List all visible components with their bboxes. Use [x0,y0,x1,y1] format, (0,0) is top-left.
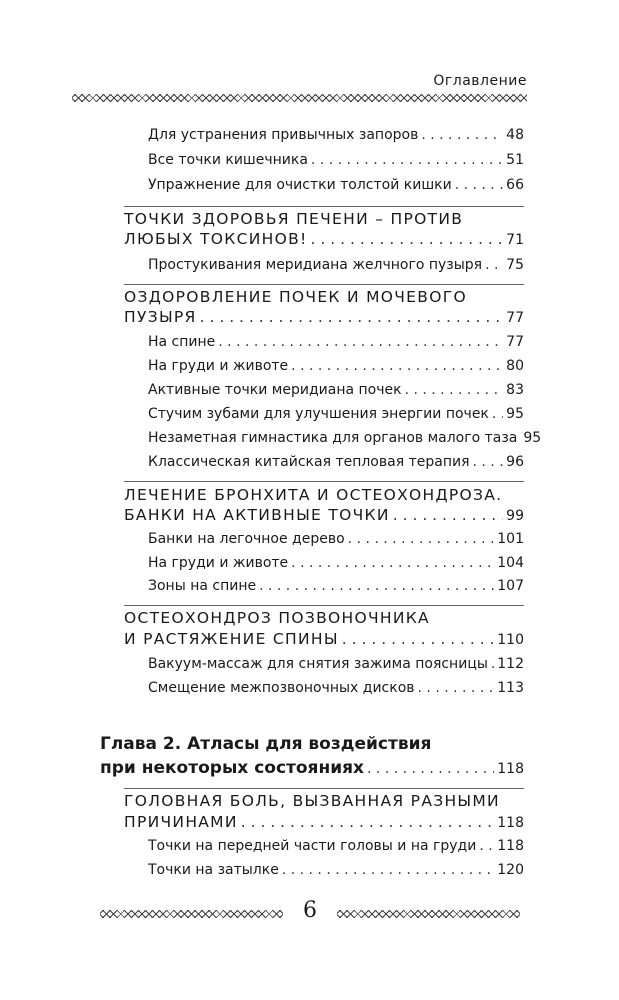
leader-dots [421,127,503,143]
toc-entry[interactable] [148,862,524,878]
section-divider [124,605,524,606]
toc-entry-title: Точки на передней части головы и на груди [148,838,477,854]
toc-section-title: ПУЗЫРЯ [124,308,197,326]
toc-entry-page: 96 [506,454,524,470]
leader-dots [393,506,503,524]
toc-entry-title: Стучим зубами для улучшения энергии почек [148,406,489,422]
toc-entry-title: Простукивания меридиана желчного пузыря [148,257,483,273]
toc-entry-title: На спине [148,334,216,350]
section-title-line: ЛЕЧЕНИЕ БРОНХИТА И ОСТЕОХОНДРОЗА. [124,486,503,504]
toc-entry[interactable] [148,406,524,422]
toc-entry-page: 95 [506,406,524,422]
section-divider [124,206,524,207]
toc-section-title: БАНКИ НА АКТИВНЫЕ ТОЧКИ [124,506,390,524]
leader-dots [291,555,494,571]
toc-chapter-title: при некоторых состояниях [100,758,365,778]
toc-section-page: 77 [506,310,524,326]
section-divider [124,481,524,482]
leader-dots [405,382,504,398]
leader-dots [418,680,495,696]
page-number: 6 [303,898,317,923]
toc-entry-title: Все точки кишечника [148,152,308,168]
toc-entry-page: 101 [497,531,524,547]
leader-dots [259,578,494,594]
toc-entry-title: На груди и животе [148,555,289,571]
running-head: Оглавление [433,73,527,89]
leader-dots [291,358,503,374]
section-title-line: ОСТЕОХОНДРОЗ ПОЗВОНОЧНИКА [124,609,430,627]
section-divider [124,788,524,789]
toc-chapter[interactable] [100,758,524,778]
toc-entry-page: 104 [497,555,524,571]
toc-entry-title: Точки на затылке [148,862,279,878]
leader-dots [479,838,494,854]
toc-section[interactable] [124,506,524,524]
toc-entry-title: На груди и животе [148,358,289,374]
toc-entry[interactable] [148,454,524,470]
section-title-line: ОЗДОРОВЛЕНИЕ ПОЧЕК И МОЧЕВОГО [124,288,467,306]
toc-entry[interactable] [148,578,524,594]
toc-entry-page: 95 [523,430,542,446]
section-title-line: ГОЛОВНАЯ БОЛЬ, ВЫЗВАННАЯ РАЗНЫМИ [124,792,500,810]
toc-entry-page: 113 [497,680,524,696]
toc-entry-title: Классическая китайская тепловая терапия [148,454,470,470]
toc-section-page: 118 [497,815,524,831]
toc-entry-page: 112 [497,656,524,672]
toc-section-page: 110 [497,632,524,648]
footer-ornament-left [100,910,283,918]
leader-dots [200,308,504,326]
toc-entry[interactable] [148,656,524,672]
toc-section-title: ЛЮБЫХ ТОКСИНОВ! [124,230,308,248]
toc-entry-page: 83 [506,382,524,398]
leader-dots [485,257,503,273]
chapter-title-line: Глава 2. Атласы для воздействия [100,734,432,754]
toc-entry[interactable] [148,430,542,446]
leader-dots [282,862,494,878]
toc-entry-title: Активные точки меридиана почек [148,382,402,398]
toc-entry-title: Вакуум-массаж для снятия зажима поясницы [148,656,488,672]
toc-entry-title: Банки на легочное дерево [148,531,345,547]
toc-entry-page: 51 [506,152,524,168]
toc-entry-title: Незаметная гимнастика для органов малого таза [148,430,518,446]
toc-entry[interactable] [148,838,524,854]
header-ornament [72,94,527,102]
toc-entry-title: Упражнение для очистки толстой кишки [148,177,452,193]
toc-section[interactable] [124,630,524,648]
toc-entry-page: 77 [506,334,524,350]
toc-section[interactable] [124,230,524,248]
leader-dots [455,177,503,193]
toc-entry[interactable] [148,152,524,168]
toc-entry-page: 75 [506,257,524,273]
toc-entry-title: Смещение межпозвоночных дисков [148,680,415,696]
toc-entry-page: 118 [497,838,524,854]
toc-entry[interactable] [148,531,524,547]
leader-dots [311,230,504,248]
footer-ornament-right [337,910,520,918]
leader-dots [311,152,503,168]
toc-section[interactable] [124,308,524,326]
toc-chapter-page: 118 [497,761,524,777]
leader-dots [241,813,495,831]
leader-dots [342,630,494,648]
section-divider [124,284,524,285]
toc-entry[interactable] [148,177,524,193]
toc-section[interactable] [124,813,524,831]
toc-entry[interactable] [148,382,524,398]
toc-section-page: 99 [506,508,524,524]
toc-entry[interactable] [148,257,524,273]
toc-entry[interactable] [148,555,524,571]
leader-dots [348,531,495,547]
toc-entry-page: 120 [497,862,524,878]
toc-section-title: ПРИЧИНАМИ [124,813,238,831]
toc-entry[interactable] [148,127,524,143]
toc-entry-page: 107 [497,578,524,594]
leader-dots [218,334,503,350]
toc-entry-page: 66 [506,177,524,193]
toc-entry[interactable] [148,358,524,374]
leader-dots [473,454,504,470]
toc-entry[interactable] [148,680,524,696]
toc-entry-page: 48 [506,127,524,143]
leader-dots [492,406,503,422]
toc-section-page: 71 [506,232,524,248]
toc-entry-title: Для устранения привычных запоров [148,127,419,143]
toc-section-title: И РАСТЯЖЕНИЕ СПИНЫ [124,630,339,648]
toc-entry-page: 80 [506,358,524,374]
toc-entry[interactable] [148,334,524,350]
toc-entry-title: Зоны на спине [148,578,257,594]
leader-dots [491,656,494,672]
leader-dots [367,761,494,777]
section-title-line: ТОЧКИ ЗДОРОВЬЯ ПЕЧЕНИ – ПРОТИВ [124,210,464,228]
